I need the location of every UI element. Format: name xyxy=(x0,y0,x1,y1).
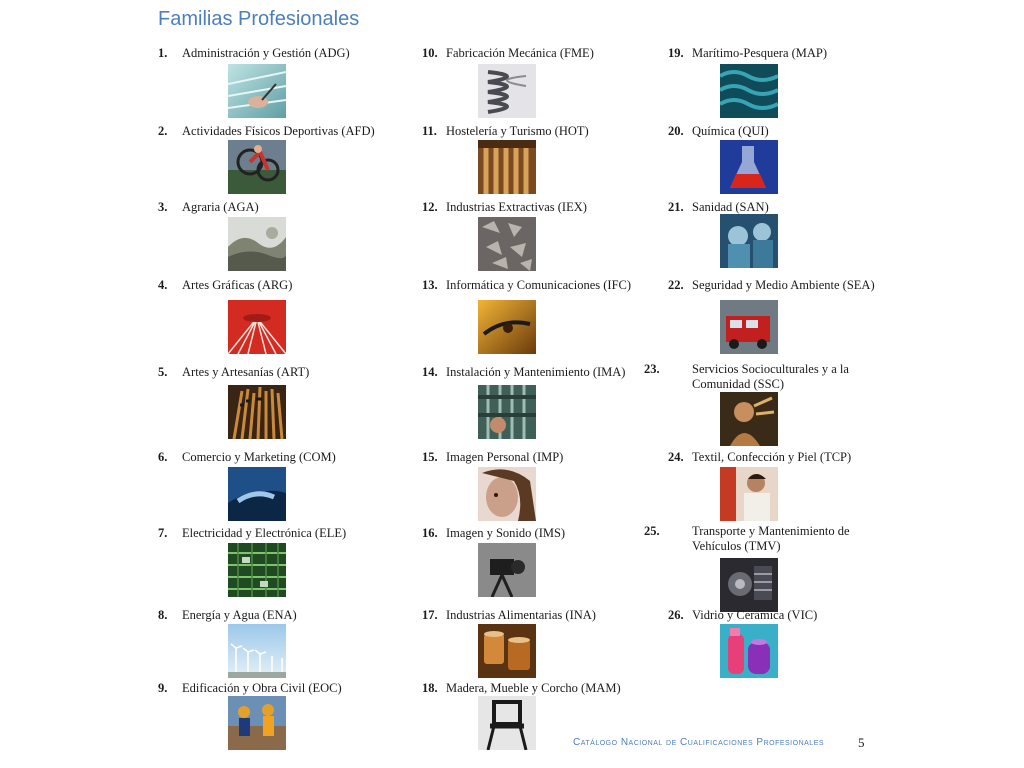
family-number: 21. xyxy=(668,200,684,214)
family-number: 14. xyxy=(422,365,438,379)
family-photo xyxy=(228,300,286,354)
family-photo xyxy=(228,624,286,678)
family-name: Sanidad (SAN) xyxy=(692,200,769,214)
family-number: 25. xyxy=(644,524,660,538)
family-label xyxy=(422,450,563,465)
family-name: Hostelería y Turismo (HOT) xyxy=(446,124,589,138)
family-photo xyxy=(228,140,286,194)
family-label xyxy=(158,450,336,465)
family-number: 5. xyxy=(158,365,168,379)
family-name: Electricidad y Electrónica (ELE) xyxy=(182,526,347,540)
family-number: 11. xyxy=(422,124,437,138)
family-label xyxy=(644,362,880,392)
family-label xyxy=(158,681,342,696)
family-number: 15. xyxy=(422,450,438,464)
family-number: 4. xyxy=(158,278,168,292)
family-label xyxy=(422,200,587,215)
family-label xyxy=(422,124,589,139)
family-number: 24. xyxy=(668,450,684,464)
family-name: Textil, Confección y Piel (TCP) xyxy=(692,450,852,464)
family-name: Seguridad y Medio Ambiente (SEA) xyxy=(692,278,875,292)
family-label xyxy=(422,365,625,380)
family-number: 17. xyxy=(422,608,438,622)
family-number: 1. xyxy=(158,46,168,60)
family-photo xyxy=(720,558,778,612)
family-name: Industrias Extractivas (IEX) xyxy=(446,200,587,214)
family-name: Vidrio y Cerámica (VIC) xyxy=(692,608,818,622)
family-name: Artes Gráficas (ARG) xyxy=(182,278,293,292)
family-name: Agraria (AGA) xyxy=(182,200,259,214)
family-number: 19. xyxy=(668,46,684,60)
family-number: 10. xyxy=(422,46,438,60)
family-number: 2. xyxy=(158,124,168,138)
family-label xyxy=(422,526,565,541)
family-name: Artes y Artesanías (ART) xyxy=(182,365,310,379)
family-photo xyxy=(478,696,536,750)
family-name: Imagen y Sonido (IMS) xyxy=(446,526,566,540)
family-label xyxy=(668,450,851,465)
family-name: Informática y Comunicaciones (IFC) xyxy=(446,278,632,292)
family-number: 26. xyxy=(668,608,684,622)
family-label xyxy=(422,278,631,293)
family-number: 18. xyxy=(422,681,438,695)
family-photo xyxy=(720,140,778,194)
family-name: Actividades Físicos Deportivas (AFD) xyxy=(182,124,375,138)
family-label xyxy=(422,681,621,696)
family-name: Administración y Gestión (ADG) xyxy=(182,46,350,60)
family-photo xyxy=(228,467,286,521)
family-name: Química (QUI) xyxy=(692,124,769,138)
page-number: 5 xyxy=(858,735,865,750)
family-label xyxy=(158,526,346,541)
family-photo xyxy=(228,543,286,597)
catalog-footer: Catálogo Nacional de Cualificaciones Profesionales xyxy=(573,737,825,748)
family-photo xyxy=(478,624,536,678)
family-label xyxy=(158,278,292,293)
family-name: Industrias Alimentarias (INA) xyxy=(446,608,596,622)
family-photo xyxy=(228,64,286,118)
family-label xyxy=(158,608,297,623)
family-label xyxy=(158,124,375,139)
family-photo xyxy=(720,64,778,118)
family-number: 23. xyxy=(644,362,660,376)
family-photo xyxy=(478,64,536,118)
family-photo xyxy=(478,217,536,271)
family-name: Transporte y Mantenimiento de Vehículos (TMV) xyxy=(692,524,850,553)
family-name: Comercio y Marketing (COM) xyxy=(182,450,336,464)
family-photo xyxy=(478,300,536,354)
family-label xyxy=(158,365,309,380)
family-number: 22. xyxy=(668,278,684,292)
family-label xyxy=(644,524,880,554)
family-number: 13. xyxy=(422,278,438,292)
page-title: Familias Profesionales xyxy=(158,8,360,30)
family-name: Madera, Mueble y Corcho (MAM) xyxy=(446,681,621,695)
family-number: 6. xyxy=(158,450,168,464)
family-photo xyxy=(720,467,778,521)
family-label xyxy=(668,124,769,139)
family-photo xyxy=(228,696,286,750)
family-label xyxy=(668,200,769,215)
family-photo xyxy=(720,300,778,354)
family-number: 9. xyxy=(158,681,168,695)
family-number: 12. xyxy=(422,200,438,214)
family-label xyxy=(158,200,259,215)
family-name: Energía y Agua (ENA) xyxy=(182,608,297,622)
family-photo xyxy=(478,543,536,597)
family-label xyxy=(422,46,594,61)
family-name: Instalación y Mantenimiento (IMA) xyxy=(446,365,626,379)
family-name: Servicios Socioculturales y a la Comunidad (SSC) xyxy=(692,362,849,391)
family-number: 16. xyxy=(422,526,438,540)
family-photo xyxy=(478,140,536,194)
family-name: Edificación y Obra Civil (EOC) xyxy=(182,681,342,695)
family-label xyxy=(422,608,596,623)
family-photo xyxy=(720,392,778,446)
family-number: 20. xyxy=(668,124,684,138)
family-label xyxy=(668,46,827,61)
family-name: Marítimo-Pesquera (MAP) xyxy=(692,46,828,60)
family-label xyxy=(668,278,875,293)
family-photo xyxy=(478,467,536,521)
family-label xyxy=(158,46,350,61)
family-photo xyxy=(720,624,778,678)
family-photo xyxy=(228,385,286,439)
family-name: Fabricación Mecánica (FME) xyxy=(446,46,594,60)
family-photo xyxy=(720,214,778,268)
family-photo xyxy=(478,385,536,439)
family-photo xyxy=(228,217,286,271)
family-label xyxy=(668,608,817,623)
family-number: 3. xyxy=(158,200,168,214)
family-number: 7. xyxy=(158,526,168,540)
family-number: 8. xyxy=(158,608,168,622)
family-name: Imagen Personal (IMP) xyxy=(446,450,564,464)
